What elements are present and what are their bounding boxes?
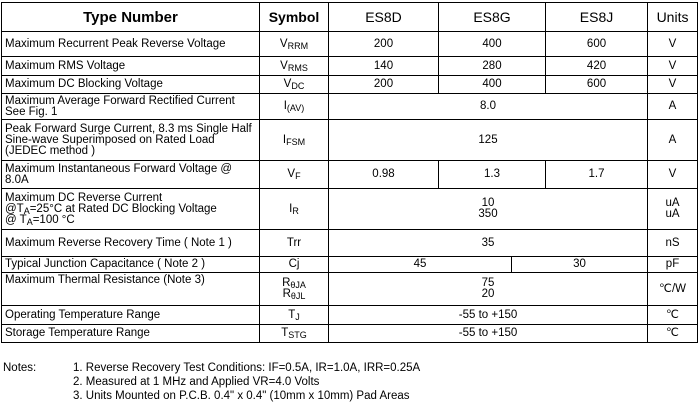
value-cell: 600 [546, 32, 648, 57]
unit-cell: ℃/W [648, 273, 698, 306]
note-item: 3. Units Mounted on P.C.B. 0.4" x 0.4" (10mm x 10mm) Pad Areas [73, 390, 410, 402]
value-cell: 600 [546, 76, 648, 94]
value-cell: 45 [329, 257, 512, 273]
value-cell: 420 [546, 57, 648, 76]
units-header: Units [648, 3, 698, 32]
param-label: Maximum Instantaneous Forward Voltage @ 8.0A [2, 161, 260, 189]
table-row [2, 189, 698, 230]
table-row [2, 94, 698, 120]
param-label: Maximum Recurrent Peak Reverse Voltage [2, 32, 260, 57]
table-header-row [2, 3, 698, 32]
table-row [2, 32, 698, 57]
symbol-cell: TSTG [260, 325, 329, 343]
table-row [2, 273, 698, 306]
value-cell: 280 [439, 57, 546, 76]
symbol-header: Symbol [260, 3, 329, 32]
symbol-cell: IFSM [260, 120, 329, 161]
param-label: Maximum Reverse Recovery Time ( Note 1 ) [2, 230, 260, 257]
table-row [2, 120, 698, 161]
note-item: 1. Reverse Recovery Test Conditions: IF=0.5A, IR=1.0A, IRR=0.25A [73, 362, 421, 374]
unit-cell: V [648, 57, 698, 76]
value-cell: 8.0 [329, 94, 648, 120]
value-cell: 400 [439, 32, 546, 57]
table-row [2, 257, 698, 273]
value-cell: 1.3 [439, 161, 546, 189]
unit-cell: pF [648, 257, 698, 273]
param-label: Maximum Thermal Resistance (Note 3) [2, 273, 260, 306]
unit-cell: A [648, 120, 698, 161]
es8g-header: ES8G [439, 3, 546, 32]
value-cell: 200 [329, 76, 439, 94]
unit-cell: V [648, 161, 698, 189]
value-cell: 1.7 [546, 161, 648, 189]
notes-label: Notes: [3, 362, 37, 374]
table-row [2, 161, 698, 189]
symbol-cell: I(AV) [260, 94, 329, 120]
symbol-cell: VRMS [260, 57, 329, 76]
symbol-cell: VDC [260, 76, 329, 94]
unit-cell: nS [648, 230, 698, 257]
param-label: Maximum Average Forward Rectified Current See Fig. 1 [2, 94, 260, 120]
es8j-header: ES8J [546, 3, 648, 32]
table-row [2, 76, 698, 94]
table-row [2, 230, 698, 257]
symbol-cell: VF [260, 161, 329, 189]
table-row [2, 325, 698, 343]
param-label: Peak Forward Surge Current, 8.3 ms Single Half Sine-wave Superimposed on Rated Load (JEDEC method ) [2, 120, 260, 161]
value-cell: 0.98 [329, 161, 439, 189]
param-label: Storage Temperature Range [2, 325, 260, 343]
symbol-cell: Cj [260, 257, 329, 273]
param-label: Maximum RMS Voltage [2, 57, 260, 76]
value-cell: -55 to +150 [329, 325, 648, 343]
symbol-cell: Trr [260, 230, 329, 257]
value-cell: 125 [329, 120, 648, 161]
value-cell: 10 350 [329, 189, 648, 230]
param-label: Operating Temperature Range [2, 306, 260, 325]
notes-list [73, 361, 420, 403]
param-label: Maximum DC Reverse Current @TA=25°C at Rated DC Blocking Voltage @ TA=100 °C [2, 189, 260, 230]
note-item: 2. Measured at 1 MHz and Applied VR=4.0 Volts [73, 376, 320, 388]
ratings-table [1, 2, 698, 343]
symbol-cell: RθJA RθJL [260, 273, 329, 306]
value-cell: 200 [329, 32, 439, 57]
type-number-header: Type Number [2, 3, 260, 32]
unit-cell: ℃ [648, 325, 698, 343]
value-cell: 400 [439, 76, 546, 94]
es8d-header: ES8D [329, 3, 439, 32]
unit-cell: V [648, 32, 698, 57]
unit-cell: uA uA [648, 189, 698, 230]
table-row [2, 57, 698, 76]
value-cell: -55 to +150 [329, 306, 648, 325]
unit-cell: V [648, 76, 698, 94]
symbol-cell: TJ [260, 306, 329, 325]
symbol-cell: IR [260, 189, 329, 230]
table-row [2, 306, 698, 325]
param-label: Typical Junction Capacitance ( Note 2 ) [2, 257, 260, 273]
symbol-cell: VRRM [260, 32, 329, 57]
param-label: Maximum DC Blocking Voltage [2, 76, 260, 94]
unit-cell: A [648, 94, 698, 120]
value-cell: 30 [512, 257, 648, 273]
value-cell: 35 [329, 230, 648, 257]
unit-cell: ℃ [648, 306, 698, 325]
value-cell: 75 20 [329, 273, 648, 306]
value-cell: 140 [329, 57, 439, 76]
